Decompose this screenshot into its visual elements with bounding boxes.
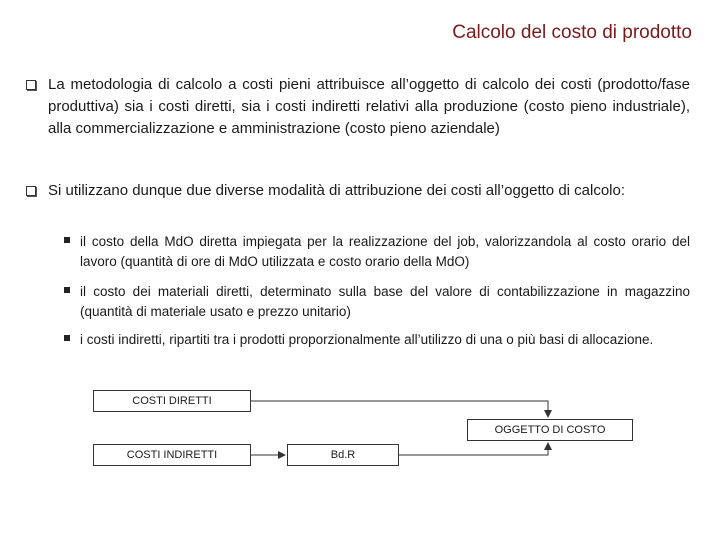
direct-to-object-arrow — [250, 401, 548, 417]
bullet-text: Si utilizzano dunque due diverse modalità di attribuzione dei costi all’oggetto di calcolo: — [48, 182, 626, 199]
slide-title: Calcolo del costo di prodotto — [452, 22, 692, 43]
indirect-costs-box: COSTI INDIRETTI — [93, 444, 251, 466]
bdr-box: Bd.R — [287, 444, 399, 466]
sub-bullet-text: il costo della MdO diretta impiegata per la realizzazione del job, valorizzandola al costo orario del lavoro (quantità di ore di MdO utilizzata e costo orario della MdO) — [80, 234, 690, 269]
bdr-to-object-arrow — [398, 443, 548, 455]
bullet-text: La metodologia di calcolo a costi pieni attribuisce all’oggetto di calcolo dei costi (prodotto/fase produttiva) sia i costi diretti, sia i costi indiretti relativi alla produzione (costo pieno industriale), alla commercializzazione e amministrazione (costo pieno aziendale) — [48, 76, 690, 137]
cost-object-box: OGGETTO DI COSTO — [467, 419, 633, 441]
sub-bullet-text: i costi indiretti, ripartiti tra i prodotti proporzionalmente all’utilizzo di una o più basi di allocazione. — [80, 332, 654, 347]
sub-bullet-text: il costo dei materiali diretti, determinato sulla base del valore di contabilizzazione in magazzino (quantità di materiale usato e prezzo unitario) — [80, 284, 690, 319]
direct-costs-box: COSTI DIRETTI — [93, 390, 251, 412]
